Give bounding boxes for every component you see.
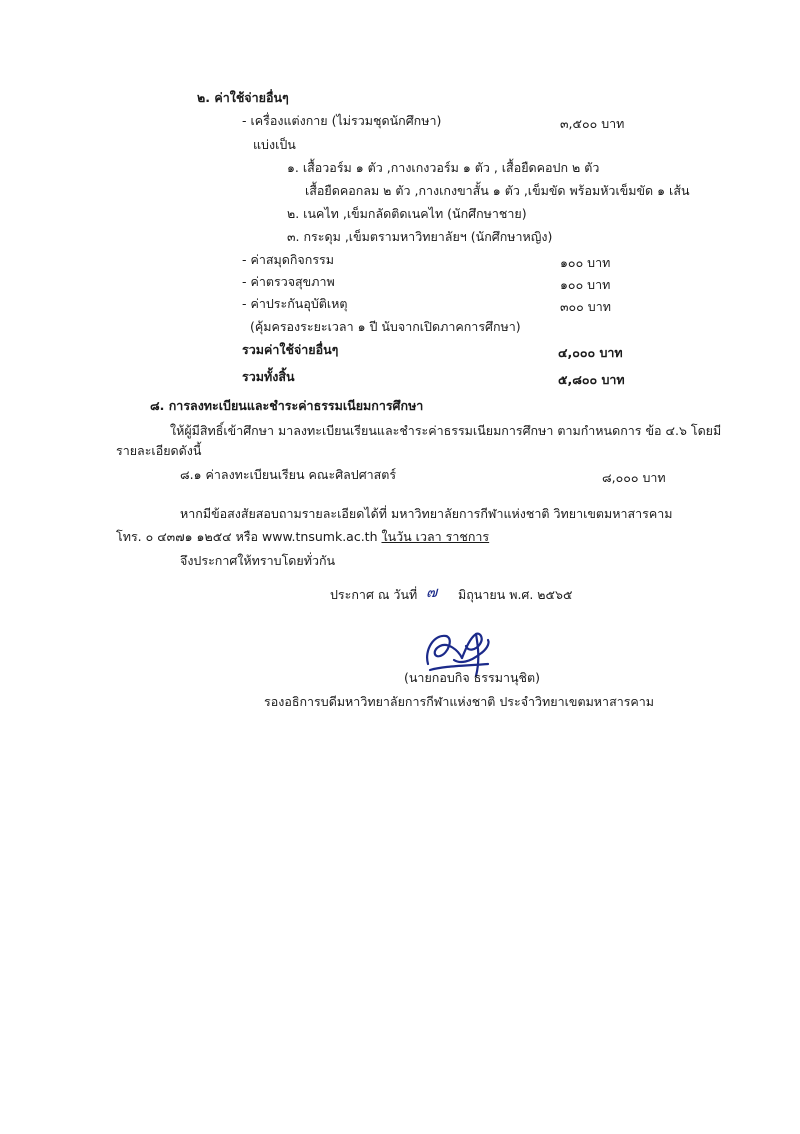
- breakdown-label: แบ่งเป็น: [253, 137, 296, 152]
- uniform-label: - เครื่องแต่งกาย (ไม่รวมชุดนักศึกษา): [242, 113, 442, 128]
- section8-para-line1: ให้ผู้มีสิทธิ์เข้าศึกษา มาลงทะเบียนเรียนและชำระค่าธรรมเนียมการศึกษา ตามกำหนดการ ข้อ ๔.๖ โดยมี: [170, 423, 722, 438]
- item2: ๒. เนคไท ,เข็มกลัดติดเนคไท (นักศึกษาชาย): [287, 206, 527, 221]
- section8-para-line2: รายละเอียดดังนี้: [116, 443, 202, 458]
- activity-amount: ๑๐๐ บาท: [560, 255, 611, 270]
- subtotal-label: รวมค่าใช้จ่ายอื่นๆ: [242, 342, 339, 357]
- announce-text: จึงประกาศให้ทราบโดยทั่วกัน: [180, 553, 336, 568]
- fee-amount: ๘,๐๐๐ บาท: [602, 470, 666, 485]
- contact-line1: หากมีข้อสงสัยสอบถามรายละเอียดได้ที่ มหาวิทยาลัยการกีฬาแห่งชาติ วิทยาเขตมหาสารคาม: [180, 506, 673, 521]
- health-amount: ๑๐๐ บาท: [560, 277, 611, 292]
- insurance-label: - ค่าประกันอุบัติเหตุ: [242, 296, 348, 311]
- office-hours: ในวัน เวลา ราชการ: [381, 529, 490, 544]
- section8-heading: ๘. การลงทะเบียนและชำระค่าธรรมเนียมการศึกษา: [150, 398, 424, 413]
- signer-name: (นายกอบกิจ ธรรมานุชิต): [404, 670, 540, 685]
- grand-total-label: รวมทั้งสิ้น: [242, 369, 295, 384]
- date-day: ๗: [426, 583, 438, 601]
- signer-title: รองอธิการบดีมหาวิทยาลัยการกีฬาแห่งชาติ ประจำวิทยาเขตมหาสารคาม: [264, 694, 655, 709]
- contact-line2: [116, 529, 489, 545]
- contact-phone-web: โทร. ๐ ๔๓๗๑ ๑๒๕๔ หรือ www.tnsumk.ac.th: [116, 529, 382, 544]
- item3: ๓. กระดุม ,เข็มตรามหาวิทยาลัยฯ (นักศึกษาหญิง): [287, 229, 553, 244]
- activity-label: - ค่าสมุดกิจกรรม: [242, 252, 334, 267]
- insurance-note: (คุ้มครองระยะเวลา ๑ ปี นับจากเปิดภาคการศึกษา): [250, 319, 521, 334]
- item1-line2: เสื้อยืดคอกลม ๒ ตัว ,กางเกงขาสั้น ๑ ตัว ,เข็มขัด พร้อมหัวเข็มขัด ๑ เส้น: [305, 183, 690, 198]
- subtotal-amount: ๔,๐๐๐ บาท: [558, 345, 623, 360]
- health-label: - ค่าตรวจสุขภาพ: [242, 274, 335, 289]
- uniform-amount: ๓,๕๐๐ บาท: [560, 116, 625, 131]
- fee-label: ๘.๑ ค่าลงทะเบียนเรียน คณะศิลปศาสตร์: [180, 467, 397, 482]
- insurance-amount: ๓๐๐ บาท: [560, 299, 611, 314]
- section2-heading: ๒. ค่าใช้จ่ายอื่นๆ: [197, 90, 289, 105]
- grand-total-amount: ๕,๘๐๐ บาท: [558, 372, 625, 387]
- item1-line1: ๑. เสื้อวอร์ม ๑ ตัว ,กางเกงวอร์ม ๑ ตัว , เสื้อยืดคอปก ๒ ตัว: [287, 160, 600, 175]
- date-suffix: มิถุนายน พ.ศ. ๒๕๖๕: [458, 587, 573, 602]
- date-prefix: ประกาศ ณ วันที่: [330, 587, 418, 602]
